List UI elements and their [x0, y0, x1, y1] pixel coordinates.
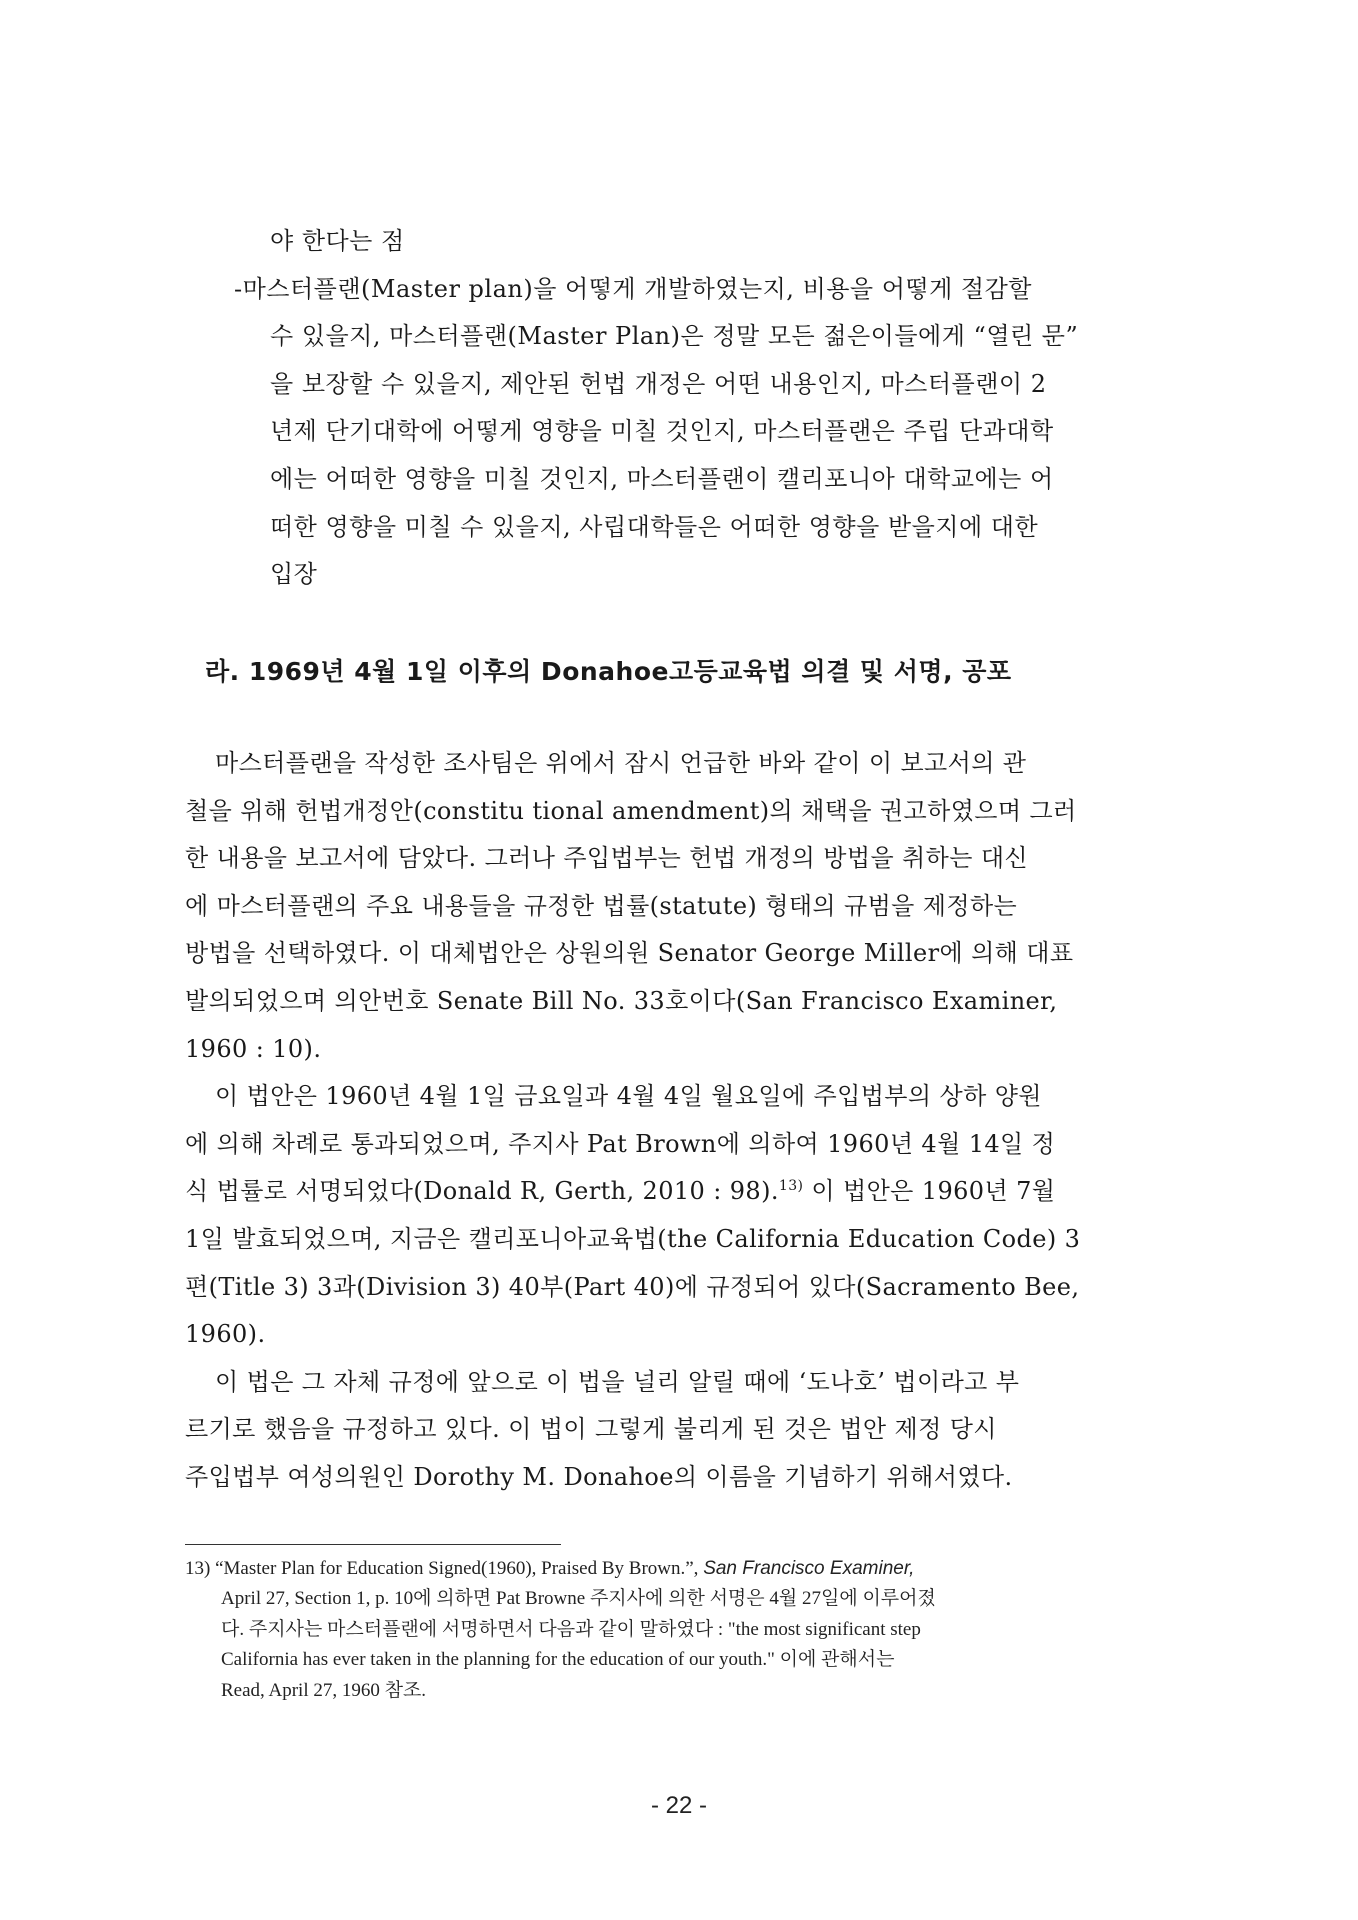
bullet-line-5: 에는 어떠한 영향을 미칠 것인지, 마스터플랜이 캘리포니아 대학교에는 어	[270, 464, 1054, 493]
footnote	[185, 1554, 1180, 1706]
footnote-line	[185, 1554, 1180, 1584]
paragraph-1-line: 방법을 선택하였다. 이 대체법안은 상원의원 Senator George Miller에 의해 대표	[185, 939, 1074, 968]
footnote-line: Read, April 27, 1960 참조.	[221, 1679, 427, 1701]
bullet-line-6: 떠한 영향을 미칠 수 있을지, 사립대학들은 어떠한 영향을 받을지에 대한	[270, 512, 1039, 541]
paragraph-1-line: 1960 : 10).	[185, 1034, 322, 1063]
paragraph-1-line: 한 내용을 보고서에 담았다. 그러나 주입법부는 헌법 개정의 방법을 취하는 대신	[185, 844, 1029, 873]
paragraph-2-line: 1일 발효되었으며, 지금은 캘리포니아교육법(the California Education Code) 3	[185, 1224, 1081, 1253]
bullet-line-1: -마스터플랜(Master plan)을 어떻게 개발하였는지, 비용을 어떻게 절감할	[234, 274, 1032, 303]
footnote-line: California has ever taken in the planning for the education of our youth." 이에 관해서는	[221, 1649, 895, 1671]
paragraph-3-line: 주입법부 여성의원인 Dorothy M. Donahoe의 이름을 기념하기 위해서였다.	[185, 1462, 1013, 1491]
footnote-number: 13)	[185, 1558, 211, 1579]
bullet-list-block	[234, 218, 1182, 599]
paragraph-2-line: 편(Title 3) 3과(Division 3) 40부(Part 40)에 규정되어 있다(Sacramento Bee,	[185, 1272, 1080, 1301]
paragraph-1-line: 철을 위해 헌법개정안(constitu tional amendment)의 채택을 권고하였으며 그러	[185, 796, 1077, 825]
paragraph-3-line: 이 법은 그 자체 규정에 앞으로 이 법을 널리 알릴 때에 ‘도나호’ 법이라고 부	[215, 1367, 1020, 1396]
bullet-line-4: 년제 단기대학에 어떻게 영향을 미칠 것인지, 마스터플랜은 주립 단과대학	[270, 417, 1054, 446]
footnote-reference[interactable]: 13)	[778, 1178, 804, 1195]
footnote-text: “Master Plan for Education Signed(1960), Praised By Brown.”,	[210, 1558, 704, 1579]
body-text	[185, 740, 1180, 1502]
footnote-divider	[185, 1544, 561, 1545]
bullet-line-7: 입장	[270, 560, 318, 589]
paragraph-2-line	[185, 1168, 1180, 1216]
footnote-line: April 27, Section 1, p. 10에 의하면 Pat Browne 주지사에 의한 서명은 4월 27일에 이루어졌	[221, 1588, 936, 1610]
bullet-line-2: 수 있을지, 마스터플랜(Master Plan)은 정말 모든 젊은이들에게 “열린 문”	[270, 322, 1079, 351]
paragraph-2-text: 식 법률로 서명되었다(Donald R, Gerth, 2010 : 98).	[185, 1177, 779, 1206]
footnote-line: 다. 주지사는 마스터플랜에 서명하면서 다음과 같이 말하였다 : "the most significant step	[221, 1618, 921, 1640]
paragraph-2-line: 에 의해 차례로 통과되었으며, 주지사 Pat Brown에 의하여 1960년 4월 14일 정	[185, 1129, 1056, 1158]
paragraph-2-line: 1960).	[185, 1320, 266, 1349]
paragraph-1-line: 마스터플랜을 작성한 조사팀은 위에서 잠시 언급한 바와 같이 이 보고서의 관	[215, 749, 1027, 777]
section-heading: 라. 1969년 4월 1일 이후의 Donahoe고등교육법 의결 및 서명, 공포	[205, 657, 1012, 686]
paragraph-3-line: 르기로 했음을 규정하고 있다. 이 법이 그렇게 불리게 된 것은 법안 제정 당시	[185, 1415, 997, 1444]
footnote-source-title: San Francisco Examiner,	[703, 1558, 915, 1579]
paragraph-1-line: 발의되었으며 의안번호 Senate Bill No. 33호이다(San Francisco Examiner,	[185, 986, 1058, 1015]
bullet-line-3: 을 보장할 수 있을지, 제안된 헌법 개정은 어떤 내용인지, 마스터플랜이 2	[270, 369, 1047, 398]
paragraph-2-line: 이 법안은 1960년 4월 1일 금요일과 4월 4일 월요일에 주입법부의 상하 양원	[215, 1082, 1042, 1111]
page-number: - 22 -	[650, 1792, 707, 1819]
paragraph-1-line: 에 마스터플랜의 주요 내용들을 규정한 법률(statute) 형태의 규범을 제정하는	[185, 891, 1018, 920]
continued-line: 야 한다는 점	[270, 227, 405, 255]
paragraph-2-text: 이 법안은 1960년 7월	[803, 1177, 1056, 1206]
